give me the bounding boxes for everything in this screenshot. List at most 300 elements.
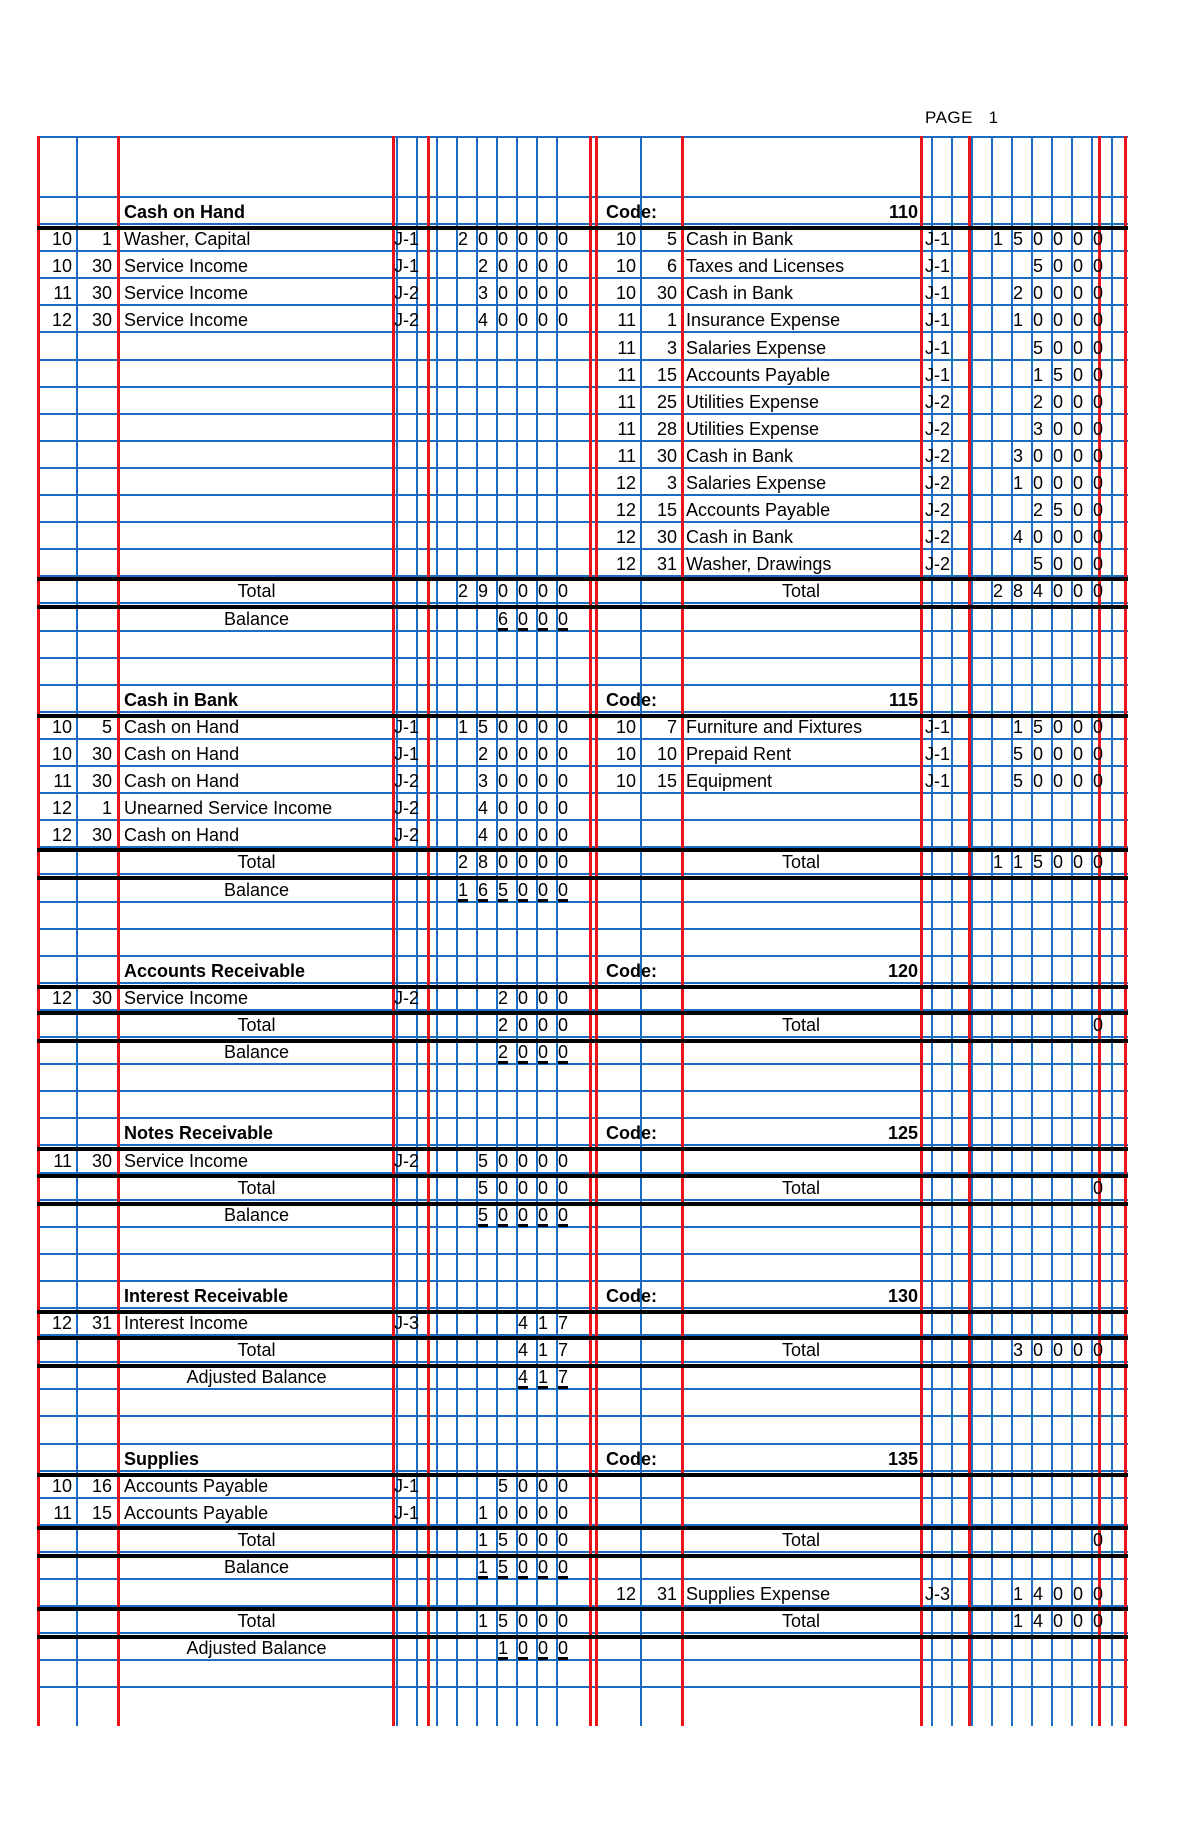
debit-day: 30 (91, 256, 112, 276)
header-bottom-rule (37, 196, 1128, 198)
credit-amount-digit: 0 (1072, 744, 1083, 764)
debit-month: 12 (51, 988, 72, 1008)
footer-debit-digit: 1 (457, 880, 468, 900)
footer-credit-digit: 2 (992, 581, 1003, 601)
debit-reference: J-2 (394, 798, 420, 818)
credit-description: Cash in Bank (686, 229, 794, 249)
debit-reference: J-1 (394, 744, 420, 764)
credit-reference: J-1 (925, 365, 951, 385)
footer-debit-digit: 0 (517, 609, 528, 629)
credit-month: 10 (615, 717, 636, 737)
debit-amount-digit: 0 (497, 283, 508, 303)
footer-debit-digit: 0 (517, 1178, 528, 1198)
credit-amount-digit: 0 (1092, 256, 1103, 276)
row-rule (37, 1144, 1128, 1146)
footer-debit-digit: 0 (497, 1178, 508, 1198)
credit-amount-digit: 0 (1052, 527, 1063, 547)
debit-day: 30 (91, 310, 112, 330)
credit-month: 11 (617, 365, 636, 385)
credit-month: 10 (615, 229, 636, 249)
credit-amount-digit: 4 (1012, 527, 1023, 547)
footer-label: Adjusted Balance (186, 1367, 327, 1387)
credit-month: 11 (617, 392, 636, 412)
footer-credit-digit: 0 (1092, 852, 1103, 872)
debit-day: 30 (91, 1151, 112, 1171)
footer-debit-digit: 0 (557, 1530, 568, 1550)
code-label: Code: (606, 1286, 657, 1306)
debit-amount-digit: 0 (557, 717, 568, 737)
credit-amount-digit: 0 (1032, 527, 1043, 547)
account-code: 130 (887, 1286, 918, 1306)
debit-amount-digit: 0 (497, 744, 508, 764)
footer-credit-label: Total (781, 852, 821, 872)
debit-day: 30 (91, 744, 112, 764)
debit-description: Service Income (124, 988, 249, 1008)
debit-amount-digit: 2 (477, 256, 488, 276)
total-top-rule (37, 1336, 1128, 1340)
credit-amount-digit: 0 (1072, 392, 1083, 412)
row-rule (37, 602, 1128, 604)
row-rule (37, 1280, 1128, 1282)
credit-description: Taxes and Licenses (686, 256, 845, 276)
debit-amount-digit: 0 (517, 283, 528, 303)
debit-amount-digit: 0 (537, 1476, 548, 1496)
footer-credit-digit: 0 (1052, 852, 1063, 872)
debit-amount-digit: 0 (517, 229, 528, 249)
debit-month: 10 (51, 256, 72, 276)
debit-amount-digit: 4 (477, 825, 488, 845)
total-top-rule (37, 1174, 1128, 1178)
row-rule (37, 1388, 1128, 1390)
footer-credit-digit: 0 (1072, 1340, 1083, 1360)
credit-month: 11 (617, 310, 636, 330)
credit-description: Furniture and Fixtures (686, 717, 863, 737)
credit-month: 12 (615, 1584, 636, 1604)
footer-debit-digit: 0 (537, 1042, 548, 1062)
debit-amount-digit: 2 (477, 744, 488, 764)
debit-amount-digit: 0 (517, 310, 528, 330)
footer-debit-digit: 0 (537, 1205, 548, 1225)
debit-day: 5 (101, 717, 112, 737)
account-code: 110 (888, 202, 918, 222)
credit-reference: J-1 (925, 283, 951, 303)
footer-debit-digit: 6 (497, 609, 508, 629)
debit-description: Accounts Payable (124, 1476, 269, 1496)
credit-amount-digit: 0 (1072, 717, 1083, 737)
footer-label: Adjusted Balance (186, 1638, 327, 1658)
footer-credit-digit: 0 (1092, 1584, 1103, 1604)
debit-amount-digit: 0 (497, 310, 508, 330)
column-rule (640, 136, 642, 1726)
credit-amount-digit: 0 (1052, 446, 1063, 466)
row-rule (37, 359, 1128, 361)
row-rule (37, 1415, 1128, 1417)
account-code: 115 (888, 690, 918, 710)
debit-reference: J-2 (394, 1151, 420, 1171)
debit-amount-digit: 0 (497, 1151, 508, 1171)
credit-amount-digit: 0 (1032, 446, 1043, 466)
footer-debit-digit: 5 (477, 1205, 488, 1225)
credit-description: Prepaid Rent (686, 744, 792, 764)
debit-month: 10 (51, 229, 72, 249)
debit-amount-digit: 0 (537, 310, 548, 330)
row-rule (37, 1470, 1128, 1472)
debit-day: 31 (91, 1313, 112, 1333)
row-rule (37, 1199, 1128, 1201)
footer-debit-digit: 0 (517, 1205, 528, 1225)
footer-debit-digit: 0 (517, 1638, 528, 1658)
footer-credit-digit: 4 (1032, 1611, 1043, 1631)
debit-month: 10 (51, 717, 72, 737)
footer-credit-digit: 0 (1092, 1340, 1103, 1360)
footer-credit-digit: 3 (1012, 1340, 1023, 1360)
credit-amount-digit: 0 (1072, 310, 1083, 330)
row-rule (37, 467, 1128, 469)
credit-reference: J-2 (925, 473, 951, 493)
footer-label: Total (237, 581, 276, 601)
row-rule (37, 1551, 1128, 1553)
credit-reference: J-1 (925, 229, 951, 249)
row-rule (37, 331, 1128, 333)
code-label: Code: (606, 1449, 657, 1469)
footer-debit-digit: 0 (557, 1042, 568, 1062)
footer-debit-digit: 2 (497, 1042, 508, 1062)
footer-label: Balance (223, 1557, 290, 1577)
debit-reference: J-3 (394, 1313, 420, 1333)
debit-description: Service Income (124, 256, 249, 276)
debit-amount-digit: 0 (557, 310, 568, 330)
footer-debit-digit: 0 (517, 1557, 528, 1577)
footer-debit-digit: 0 (557, 1611, 568, 1631)
credit-amount-digit: 0 (1092, 500, 1103, 520)
debit-amount-digit: 4 (517, 1313, 528, 1333)
credit-amount-digit: 0 (1072, 473, 1083, 493)
row-rule (37, 494, 1128, 496)
debit-day: 1 (101, 229, 112, 249)
credit-month: 11 (617, 419, 636, 439)
debit-amount-digit: 0 (537, 798, 548, 818)
credit-amount-digit: 0 (1072, 527, 1083, 547)
debit-amount-digit: 0 (497, 229, 508, 249)
footer-label: Balance (223, 880, 290, 900)
credit-day: 1 (666, 310, 677, 330)
credit-description: Utilities Expense (686, 392, 820, 412)
footer-credit-digit: 0 (1052, 1611, 1063, 1631)
footer-credit-label: Total (781, 1530, 821, 1550)
credit-amount-digit: 0 (1092, 338, 1103, 358)
footer-credit-digit: 0 (1032, 1340, 1043, 1360)
credit-amount-digit: 0 (1032, 771, 1043, 791)
footer-debit-digit: 4 (517, 1340, 528, 1360)
footer-debit-digit: 1 (497, 1638, 508, 1658)
footer-credit-digit: 1 (992, 852, 1003, 872)
debit-amount-digit: 0 (517, 1151, 528, 1171)
row-rule (37, 630, 1128, 632)
footer-debit-digit: 0 (537, 1557, 548, 1577)
credit-amount-digit: 0 (1052, 310, 1063, 330)
credit-amount-digit: 0 (1052, 717, 1063, 737)
footer-debit-digit: 0 (537, 1015, 548, 1035)
code-label: Code: (606, 961, 657, 981)
page-number: PAGE 1 (925, 108, 999, 127)
credit-description: Cash in Bank (686, 283, 794, 303)
credit-reference: J-2 (925, 500, 951, 520)
credit-description: Cash in Bank (686, 446, 794, 466)
margin-rule (1124, 136, 1127, 1726)
credit-amount-digit: 1 (1012, 310, 1023, 330)
debit-reference: J-1 (394, 229, 420, 249)
debit-amount-digit: 0 (557, 771, 568, 791)
credit-amount-digit: 3 (1012, 446, 1023, 466)
debit-amount-digit: 5 (497, 1476, 508, 1496)
row-rule (37, 1686, 1128, 1688)
credit-amount-digit: 0 (1032, 310, 1043, 330)
column-rule (476, 136, 478, 1726)
footer-debit-digit: 0 (517, 1530, 528, 1550)
credit-amount-digit: 0 (1092, 392, 1103, 412)
footer-debit-digit: 5 (497, 1557, 508, 1577)
footer-credit-digit: 0 (1052, 1340, 1063, 1360)
credit-day: 10 (656, 744, 677, 764)
footer-credit-digit: 1 (1012, 852, 1023, 872)
credit-day: 7 (666, 717, 677, 737)
credit-amount-digit: 5 (1032, 256, 1043, 276)
credit-amount-digit: 0 (1092, 446, 1103, 466)
column-rule (991, 136, 993, 1726)
debit-amount-digit: 4 (477, 310, 488, 330)
credit-amount-digit: 0 (1032, 283, 1043, 303)
row-rule (37, 765, 1128, 767)
credit-reference: J-2 (925, 446, 951, 466)
debit-amount-digit: 0 (537, 988, 548, 1008)
credit-month: 10 (615, 256, 636, 276)
credit-reference: J-1 (925, 310, 951, 330)
row-rule (37, 386, 1128, 388)
debit-amount-digit: 1 (457, 717, 468, 737)
footer-debit-digit: 0 (517, 880, 528, 900)
credit-month: 12 (615, 527, 636, 547)
footer-debit-digit: 0 (537, 581, 548, 601)
row-rule (37, 901, 1128, 903)
footer-debit-digit: 1 (537, 1367, 548, 1387)
footer-debit-digit: 0 (517, 1015, 528, 1035)
debit-reference: J-1 (394, 1476, 420, 1496)
credit-month: 11 (617, 446, 636, 466)
credit-day: 31 (656, 554, 677, 574)
credit-day: 30 (656, 283, 677, 303)
row-rule (37, 1226, 1128, 1228)
row-rule (37, 819, 1128, 821)
total-top-rule (37, 1011, 1128, 1015)
credit-amount-digit: 5 (1012, 744, 1023, 764)
debit-day: 1 (101, 798, 112, 818)
credit-amount-digit: 0 (1072, 771, 1083, 791)
debit-month: 10 (51, 744, 72, 764)
account-title: Cash on Hand (124, 202, 246, 222)
row-rule (37, 1090, 1128, 1092)
margin-rule (920, 136, 923, 1726)
footer-credit-digit: 0 (1052, 581, 1063, 601)
debit-reference: J-1 (394, 717, 420, 737)
account-title: Interest Receivable (124, 1286, 289, 1306)
credit-day: 30 (656, 527, 677, 547)
footer-debit-digit: 0 (557, 1178, 568, 1198)
debit-amount-digit: 0 (517, 825, 528, 845)
credit-month: 12 (615, 554, 636, 574)
footer-label: Balance (223, 1205, 290, 1225)
total-top-rule (37, 1607, 1128, 1611)
footer-debit-digit: 0 (537, 1178, 548, 1198)
credit-amount-digit: 0 (1092, 283, 1103, 303)
row-rule (37, 711, 1128, 713)
credit-amount-digit: 0 (1052, 771, 1063, 791)
credit-reference: J-1 (925, 744, 951, 764)
footer-debit-digit: 2 (497, 1015, 508, 1035)
account-title: Notes Receivable (124, 1123, 274, 1143)
credit-amount-digit: 3 (1032, 419, 1043, 439)
debit-description: Accounts Payable (124, 1503, 269, 1523)
debit-amount-digit: 0 (537, 717, 548, 737)
debit-month: 12 (51, 825, 72, 845)
row-rule (37, 413, 1128, 415)
debit-day: 30 (91, 771, 112, 791)
debit-amount-digit: 0 (497, 1503, 508, 1523)
debit-description: Cash on Hand (124, 717, 240, 737)
debit-amount-digit: 0 (517, 744, 528, 764)
credit-amount-digit: 0 (1092, 554, 1103, 574)
credit-amount-digit: 1 (1032, 365, 1043, 385)
footer-credit-digit: 0 (1052, 1584, 1063, 1604)
debit-amount-digit: 2 (457, 229, 468, 249)
row-rule (37, 738, 1128, 740)
code-label: Code: (606, 690, 657, 710)
credit-amount-digit: 0 (1072, 283, 1083, 303)
account-code: 120 (887, 961, 918, 981)
credit-amount-digit: 1 (1012, 717, 1023, 737)
credit-amount-digit: 0 (1052, 744, 1063, 764)
row-rule (37, 1307, 1128, 1309)
column-rule (456, 136, 458, 1726)
credit-day: 30 (656, 446, 677, 466)
debit-amount-digit: 0 (537, 229, 548, 249)
footer-label: Total (237, 1015, 276, 1035)
credit-amount-digit: 0 (1052, 392, 1063, 412)
debit-amount-digit: 0 (517, 1503, 528, 1523)
column-rule (1111, 136, 1113, 1726)
debit-amount-digit: 3 (477, 283, 488, 303)
debit-amount-digit: 0 (517, 256, 528, 276)
footer-debit-digit: 0 (537, 1638, 548, 1658)
debit-amount-digit: 0 (517, 771, 528, 791)
row-rule (37, 982, 1128, 984)
credit-amount-digit: 0 (1092, 365, 1103, 385)
header-top-rule (37, 136, 1128, 138)
row-rule (37, 1659, 1128, 1661)
credit-description: Salaries Expense (686, 338, 827, 358)
footer-debit-digit: 7 (557, 1340, 568, 1360)
debit-day: 30 (91, 283, 112, 303)
debit-description: Cash on Hand (124, 744, 240, 764)
row-rule (37, 792, 1128, 794)
footer-debit-digit: 8 (477, 852, 488, 872)
total-top-rule (37, 848, 1128, 852)
account-title: Supplies (124, 1449, 200, 1469)
debit-amount-digit: 3 (477, 771, 488, 791)
footer-credit-label: Total (781, 581, 821, 601)
footer-credit-label: Total (781, 1340, 821, 1360)
debit-amount-digit: 0 (537, 1151, 548, 1171)
credit-month: 12 (615, 473, 636, 493)
credit-reference: J-2 (925, 527, 951, 547)
credit-amount-digit: 5 (1032, 554, 1043, 574)
footer-debit-digit: 4 (517, 1367, 528, 1387)
debit-description: Service Income (124, 1151, 249, 1171)
row-rule (37, 223, 1128, 225)
footer-credit-digit: 4 (1032, 581, 1043, 601)
row-rule (37, 1117, 1128, 1119)
credit-day: 3 (666, 338, 677, 358)
column-rule (436, 136, 438, 1726)
credit-description: Washer, Drawings (686, 554, 832, 574)
credit-day: 15 (656, 500, 677, 520)
total-top-rule (37, 1526, 1128, 1530)
credit-day: 3 (666, 473, 677, 493)
row-rule (37, 521, 1128, 523)
credit-amount-digit: 0 (1072, 446, 1083, 466)
debit-amount-digit: 0 (537, 1503, 548, 1523)
credit-description: Supplies Expense (686, 1584, 831, 1604)
debit-reference: J-2 (394, 310, 420, 330)
footer-debit-digit: 6 (477, 880, 488, 900)
footer-debit-digit: 1 (537, 1340, 548, 1360)
footer-debit-digit: 0 (517, 852, 528, 872)
credit-amount-digit: 0 (1072, 256, 1083, 276)
credit-day: 31 (656, 1584, 677, 1604)
debit-description: Interest Income (124, 1313, 249, 1333)
credit-amount-digit: 0 (1032, 229, 1043, 249)
debit-amount-digit: 0 (557, 1503, 568, 1523)
debit-month: 11 (53, 771, 72, 791)
credit-month: 10 (615, 744, 636, 764)
footer-debit-digit: 0 (517, 1611, 528, 1631)
debit-description: Washer, Capital (124, 229, 251, 249)
footer-label: Total (237, 1530, 276, 1550)
row-rule (37, 1578, 1128, 1580)
credit-amount-digit: 0 (1052, 283, 1063, 303)
total-top-rule (37, 577, 1128, 581)
row-rule (37, 440, 1128, 442)
credit-amount-digit: 0 (1092, 310, 1103, 330)
debit-amount-digit: 0 (557, 256, 568, 276)
row-rule (37, 1253, 1128, 1255)
debit-amount-digit: 1 (477, 1503, 488, 1523)
credit-month: 10 (615, 771, 636, 791)
credit-amount-digit: 0 (1072, 229, 1083, 249)
credit-description: Cash in Bank (686, 527, 794, 547)
credit-reference: J-1 (925, 771, 951, 791)
footer-debit-digit: 0 (557, 880, 568, 900)
code-label: Code: (606, 202, 657, 222)
credit-day: 6 (666, 256, 677, 276)
credit-amount-digit: 0 (1072, 554, 1083, 574)
footer-debit-digit: 0 (557, 852, 568, 872)
debit-amount-digit: 0 (557, 744, 568, 764)
credit-amount-digit: 2 (1032, 392, 1043, 412)
credit-amount-digit: 0 (1092, 419, 1103, 439)
credit-amount-digit: 0 (1092, 229, 1103, 249)
column-rule (76, 136, 78, 1726)
credit-amount-digit: 5 (1052, 365, 1063, 385)
